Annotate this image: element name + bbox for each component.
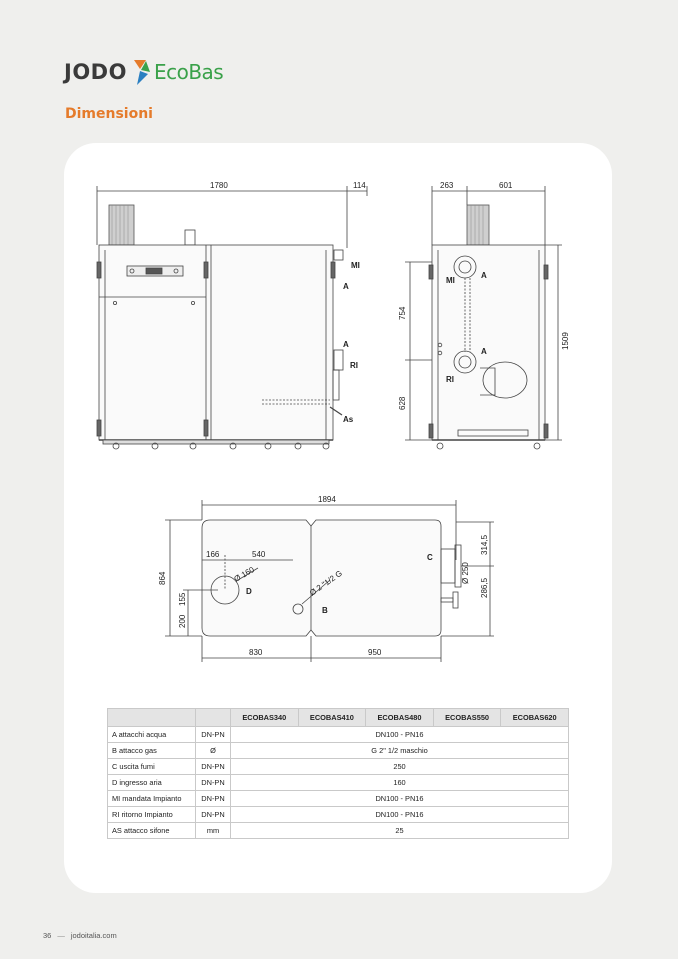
front-label-a-top: A <box>481 271 487 280</box>
footer-separator: — <box>57 931 65 940</box>
side-label-a-top: A <box>343 282 349 291</box>
table-row <box>108 823 569 839</box>
row-unit: DN-PN <box>196 807 231 823</box>
row-name: D ingresso aria <box>108 775 196 791</box>
row-unit: DN-PN <box>196 759 231 775</box>
row-unit: mm <box>196 823 231 839</box>
table-header: ECOBAS340 <box>231 709 299 727</box>
row-unit: DN-PN <box>196 775 231 791</box>
side-label-as: As <box>343 415 354 424</box>
top-dim-314: 314,5 <box>480 534 489 555</box>
front-view-drawing <box>405 186 562 449</box>
row-name: RI ritorno Impianto <box>108 807 196 823</box>
table-row <box>108 743 569 759</box>
top-dim-950: 950 <box>368 648 382 657</box>
side-dim-114: 114 <box>353 181 366 190</box>
row-value: 250 <box>231 759 569 775</box>
row-unit: DN-PN <box>196 791 231 807</box>
top-dim-200: 200 <box>178 614 187 628</box>
side-label-a-mid: A <box>343 340 349 349</box>
front-label-ri: RI <box>446 375 454 384</box>
page-footer <box>43 931 117 940</box>
row-value: DN100 - PN16 <box>231 807 569 823</box>
row-name: MI mandata Impianto <box>108 791 196 807</box>
table-row <box>108 791 569 807</box>
top-dim-166: 166 <box>206 550 220 559</box>
page-number: 36 <box>43 931 52 940</box>
footer-site-link[interactable]: jodoitalia.com <box>70 931 117 940</box>
side-dim-1780: 1780 <box>210 181 228 190</box>
row-name: C uscita fumi <box>108 759 196 775</box>
front-dim-263: 263 <box>440 181 454 190</box>
row-unit: DN-PN <box>196 727 231 743</box>
table-row <box>108 759 569 775</box>
top-dim-155: 155 <box>178 592 187 606</box>
table-header: ECOBAS550 <box>433 709 501 727</box>
side-label-ri: RI <box>350 361 358 370</box>
front-dim-628: 628 <box>398 396 407 410</box>
row-name: B attacco gas <box>108 743 196 759</box>
table-row <box>108 727 569 743</box>
top-dim-830: 830 <box>249 648 263 657</box>
brand-jodo-wordmark: JODO <box>64 60 127 84</box>
row-value: 160 <box>231 775 569 791</box>
row-value: 25 <box>231 823 569 839</box>
top-dim-864: 864 <box>158 571 167 585</box>
row-name: AS attacco sifone <box>108 823 196 839</box>
front-dim-1509: 1509 <box>561 332 570 350</box>
table-header: ECOBAS480 <box>366 709 434 727</box>
table-header <box>196 709 231 727</box>
table-header: ECOBAS410 <box>298 709 366 727</box>
top-dim-540: 540 <box>252 550 266 559</box>
top-label-b: B <box>322 606 328 615</box>
top-dim-gas: Ø 2 "1/2 G <box>307 568 344 598</box>
table-header: ECOBAS620 <box>501 709 569 727</box>
row-unit: Ø <box>196 743 231 759</box>
table-header-row <box>108 709 569 727</box>
dimensions-table <box>107 708 569 839</box>
side-view-drawing <box>97 186 367 449</box>
brand-ecobas-wordmark: EcoBas <box>153 60 224 84</box>
table-row <box>108 775 569 791</box>
front-dim-601: 601 <box>499 181 513 190</box>
section-title: Dimensioni <box>65 106 153 122</box>
top-label-c: C <box>427 553 433 562</box>
row-value: DN100 - PN16 <box>231 727 569 743</box>
front-label-a-mid: A <box>481 347 487 356</box>
row-value: G 2" 1/2 maschio <box>231 743 569 759</box>
row-value: DN100 - PN16 <box>231 791 569 807</box>
front-dim-754: 754 <box>398 306 407 320</box>
top-dim-286: 286,5 <box>480 577 489 598</box>
top-dim-1894: 1894 <box>318 495 336 504</box>
top-dim-dia250: Ø 250 <box>461 562 470 584</box>
table-row <box>108 807 569 823</box>
table-header <box>108 709 196 727</box>
top-label-d: D <box>246 587 252 596</box>
row-name: A attacchi acqua <box>108 727 196 743</box>
top-dim-dia160: Ø 160 <box>232 565 256 584</box>
side-label-mi: MI <box>351 261 360 270</box>
front-label-mi: MI <box>446 276 455 285</box>
